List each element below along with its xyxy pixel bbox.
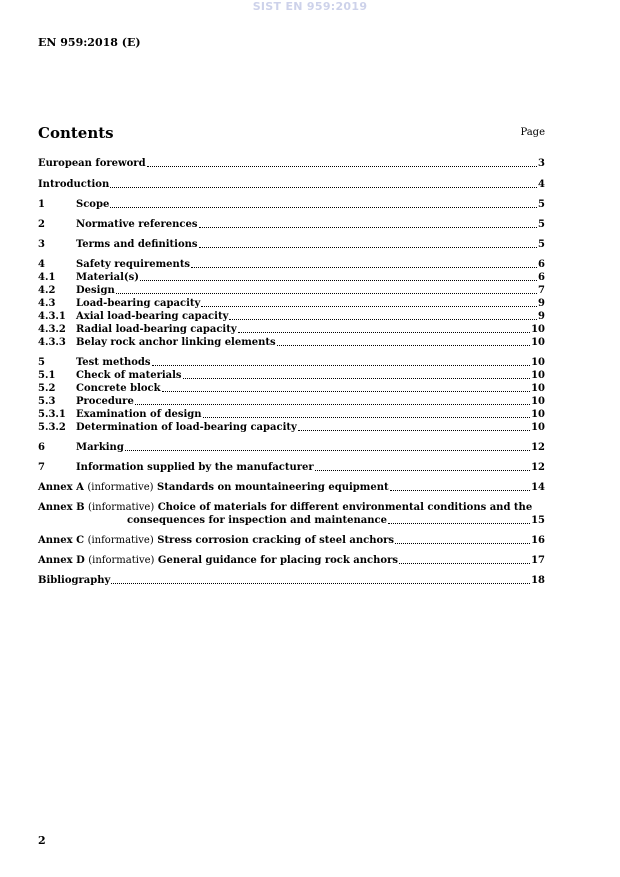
toc-entry-page: 3 bbox=[538, 158, 545, 169]
toc-entry-page: 9 bbox=[538, 298, 545, 309]
toc-entry-title: Material(s) bbox=[76, 272, 139, 283]
toc-entry-number: 4.2 bbox=[38, 285, 56, 296]
contents-heading: Contents bbox=[38, 124, 114, 142]
dot-leader bbox=[388, 523, 530, 524]
toc-entry-title: Marking bbox=[76, 442, 124, 453]
annex-type: (informative) bbox=[87, 535, 154, 546]
dot-leader bbox=[201, 306, 537, 307]
page-number: 2 bbox=[38, 834, 46, 847]
toc-entry-number: 5.1 bbox=[38, 370, 56, 381]
toc-entry-page: 10 bbox=[531, 370, 545, 381]
toc-entry-test-methods[interactable] bbox=[38, 356, 545, 369]
toc-entry-page: 5 bbox=[538, 219, 545, 230]
toc-entry-title: Bibliography bbox=[38, 575, 111, 586]
toc-entry-page: 10 bbox=[531, 337, 545, 348]
dot-leader bbox=[183, 378, 531, 379]
dot-leader bbox=[390, 490, 530, 491]
dot-leader bbox=[191, 267, 537, 268]
annex-label: Annex A bbox=[38, 482, 84, 493]
toc-entry-title: Load-bearing capacity bbox=[76, 298, 201, 309]
toc-entry-title: Procedure bbox=[76, 396, 134, 407]
dot-leader bbox=[162, 391, 531, 392]
toc-entry-page: 7 bbox=[538, 285, 545, 296]
toc-entry-design[interactable] bbox=[38, 284, 545, 297]
toc-entry-examination-design[interactable] bbox=[38, 408, 545, 421]
dot-leader bbox=[116, 293, 537, 294]
annex-type: (informative) bbox=[88, 502, 155, 513]
toc-entry-radial-capacity[interactable] bbox=[38, 323, 545, 336]
toc-entry-title: Axial load-bearing capacity bbox=[76, 311, 229, 322]
toc-entry-safety-requirements[interactable] bbox=[38, 258, 545, 271]
document-id: EN 959:2018 (E) bbox=[38, 36, 141, 49]
dot-leader bbox=[203, 417, 531, 418]
toc-entry-title-line-2 bbox=[38, 514, 545, 527]
toc-entry-title: European foreword bbox=[38, 158, 146, 169]
toc-entry-page: 4 bbox=[538, 179, 545, 190]
dot-leader bbox=[229, 319, 537, 320]
toc-entry-number: 4.3.2 bbox=[38, 324, 66, 335]
toc-entry-title: Radial load-bearing capacity bbox=[76, 324, 237, 335]
toc-entry-page: 15 bbox=[531, 515, 545, 526]
dot-leader bbox=[152, 365, 531, 366]
toc-entry-check-materials[interactable] bbox=[38, 369, 545, 382]
toc-entry-annex-a[interactable] bbox=[38, 481, 545, 494]
toc-entry-page: 10 bbox=[531, 422, 545, 433]
dot-leader bbox=[199, 247, 538, 248]
dot-leader bbox=[277, 345, 530, 346]
toc-entry-number: 4.3.3 bbox=[38, 337, 66, 348]
toc-entry-number: 5.3.1 bbox=[38, 409, 66, 420]
toc-entry-page: 10 bbox=[531, 357, 545, 368]
watermark: SIST EN 959:2019 bbox=[252, 0, 368, 13]
toc-entry-title bbox=[38, 554, 398, 567]
dot-leader bbox=[395, 543, 530, 544]
toc-entry-title: Information supplied by the manufacturer bbox=[76, 462, 314, 473]
toc-entry-annex-b[interactable] bbox=[38, 501, 545, 527]
toc-entry-title bbox=[38, 534, 394, 547]
annex-title: Choice of materials for different environmental conditions and the bbox=[157, 502, 533, 513]
toc-entry-terms[interactable] bbox=[38, 238, 545, 251]
toc-entry-title: Determination of load-bearing capacity bbox=[76, 422, 297, 433]
toc-entry-page: 10 bbox=[531, 409, 545, 420]
toc-entry-title: Concrete block bbox=[76, 383, 161, 394]
dot-leader bbox=[135, 404, 530, 405]
toc-entry-number: 7 bbox=[38, 462, 45, 473]
toc-entry-annex-d[interactable] bbox=[38, 554, 545, 567]
dot-leader bbox=[111, 583, 530, 584]
dot-leader bbox=[140, 280, 537, 281]
toc-entry-foreword[interactable] bbox=[38, 157, 545, 170]
toc-entry-page: 18 bbox=[531, 575, 545, 586]
annex-label: Annex C bbox=[38, 535, 85, 546]
toc-entry-page: 6 bbox=[538, 272, 545, 283]
toc-entry-introduction[interactable] bbox=[38, 178, 545, 191]
toc-entry-page: 12 bbox=[531, 462, 545, 473]
toc-entry-title: Belay rock anchor linking elements bbox=[76, 337, 276, 348]
toc-entry-title: Scope bbox=[76, 199, 110, 210]
toc-entry-title bbox=[38, 481, 389, 494]
dot-leader bbox=[298, 430, 530, 431]
toc-entry-page: 10 bbox=[531, 383, 545, 394]
dot-leader bbox=[199, 227, 538, 228]
toc-entry-belay-linking[interactable] bbox=[38, 336, 545, 349]
dot-leader bbox=[125, 450, 530, 451]
toc-entry-annex-c[interactable] bbox=[38, 534, 545, 547]
toc-entry-page: 17 bbox=[531, 555, 545, 566]
toc-entry-number: 5.3 bbox=[38, 396, 56, 407]
toc-entry-procedure[interactable] bbox=[38, 395, 545, 408]
toc-entry-number: 6 bbox=[38, 442, 45, 453]
toc-entry-page: 16 bbox=[531, 535, 545, 546]
toc-entry-number: 3 bbox=[38, 239, 45, 250]
toc-entry-number: 5.3.2 bbox=[38, 422, 66, 433]
dot-leader bbox=[147, 166, 537, 167]
toc-entry-scope[interactable] bbox=[38, 198, 545, 211]
page-column-label: Page bbox=[520, 127, 545, 138]
annex-title: General guidance for placing rock anchors bbox=[157, 555, 398, 566]
toc-entry-title: Check of materials bbox=[76, 370, 182, 381]
toc-entry-page: 10 bbox=[531, 396, 545, 407]
toc-entry-page: 14 bbox=[531, 482, 545, 493]
toc-entry-page: 5 bbox=[538, 239, 545, 250]
toc-entry-title: Design bbox=[76, 285, 115, 296]
toc-entry-title: Introduction bbox=[38, 179, 110, 190]
annex-title: Stress corrosion cracking of steel anchors bbox=[157, 535, 395, 546]
toc-entry-page: 9 bbox=[538, 311, 545, 322]
toc-entry-title: Safety requirements bbox=[76, 259, 191, 270]
toc-entry-bibliography[interactable] bbox=[38, 574, 545, 587]
annex-title: Standards on mountaineering equipment bbox=[157, 482, 389, 493]
toc-entry-number: 4.3 bbox=[38, 298, 56, 309]
toc-entry-load-bearing-capacity[interactable] bbox=[38, 297, 545, 310]
dot-leader bbox=[238, 332, 530, 333]
toc-entry-page: 5 bbox=[538, 199, 545, 210]
toc-entry-page: 12 bbox=[531, 442, 545, 453]
toc-entry-determination-capacity[interactable] bbox=[38, 421, 545, 434]
toc-entry-page: 10 bbox=[531, 324, 545, 335]
toc-entry-materials[interactable] bbox=[38, 271, 545, 284]
toc-entry-number: 4 bbox=[38, 259, 45, 270]
toc-entry-number: 4.3.1 bbox=[38, 311, 66, 322]
dot-leader bbox=[110, 187, 537, 188]
toc-entry-marking[interactable] bbox=[38, 441, 545, 454]
toc-entry-normative-references[interactable] bbox=[38, 218, 545, 231]
table-of-contents bbox=[38, 157, 545, 587]
annex-type: (informative) bbox=[88, 555, 155, 566]
toc-entry-title: Normative references bbox=[76, 219, 198, 230]
toc-entry-axial-capacity[interactable] bbox=[38, 310, 545, 323]
annex-label: Annex B bbox=[38, 502, 85, 513]
toc-entry-number: 2 bbox=[38, 219, 45, 230]
annex-type: (informative) bbox=[87, 482, 154, 493]
toc-entry-page: 6 bbox=[538, 259, 545, 270]
dot-leader bbox=[399, 563, 530, 564]
toc-entry-number: 5 bbox=[38, 357, 45, 368]
toc-entry-number: 5.2 bbox=[38, 383, 56, 394]
toc-entry-number: 1 bbox=[38, 199, 45, 210]
dot-leader bbox=[315, 470, 530, 471]
toc-entry-title: Examination of design bbox=[76, 409, 202, 420]
toc-entry-title: Test methods bbox=[76, 357, 151, 368]
toc-entry-title: Terms and definitions bbox=[76, 239, 198, 250]
dot-leader bbox=[110, 207, 537, 208]
annex-label: Annex D bbox=[38, 555, 85, 566]
toc-entry-number: 4.1 bbox=[38, 272, 56, 283]
toc-entry-title-line-1 bbox=[38, 501, 545, 514]
toc-entry-information-supplied[interactable] bbox=[38, 461, 545, 474]
toc-entry-concrete-block[interactable] bbox=[38, 382, 545, 395]
annex-title-continued: consequences for inspection and maintenance bbox=[127, 515, 387, 526]
